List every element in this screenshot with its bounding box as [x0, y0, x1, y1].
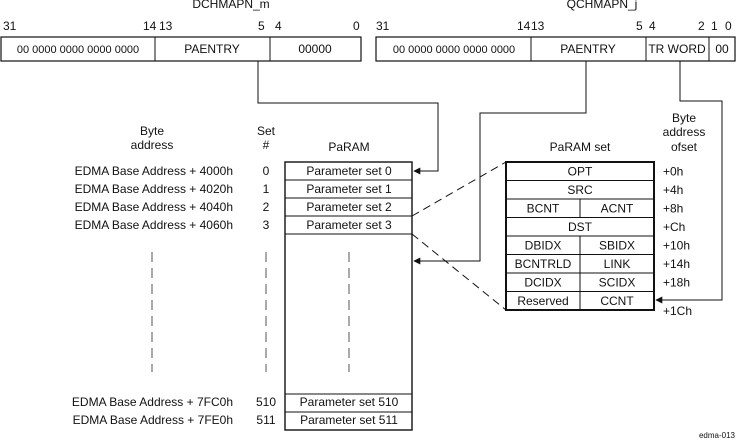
figure-id: edma-013	[698, 431, 735, 440]
set-number-header: #	[262, 138, 270, 152]
qchmap-bit: 31	[376, 19, 390, 33]
set-number-header: Set	[256, 124, 276, 138]
byte-address-header: address	[130, 138, 174, 152]
offset-value: +14h	[663, 257, 691, 271]
dchmap-paentry-arrow	[258, 61, 438, 171]
param-set-row: Parameter set 511	[300, 413, 398, 427]
offset-value: +0h	[663, 164, 684, 179]
param-field-ccnt: CCNT	[600, 294, 634, 308]
offset-value: +1Ch	[663, 304, 693, 318]
column-headers	[131, 111, 706, 154]
row-address: EDMA Base Address + 7FE0h	[72, 413, 233, 427]
qchmap-bit-numbers	[376, 19, 732, 33]
param-field-bcntrld: BCNTRLD	[514, 257, 572, 271]
qchmap-bit: 5	[636, 19, 643, 33]
param-set-row: Parameter set 1	[306, 182, 392, 196]
row-set-number: 1	[262, 182, 270, 196]
qchmap-field-zero: 00	[715, 42, 729, 56]
param-set-row: Parameter set 510	[299, 395, 399, 409]
param-field-reserved: Reserved	[517, 294, 569, 308]
qchmap-field-paentry: PAENTRY	[560, 42, 616, 56]
dchmap-field-zero: 00000	[298, 42, 332, 56]
param-set-row: Parameter set 2	[306, 200, 392, 214]
param-field-bcnt: BCNT	[526, 201, 560, 216]
param-set-row: Parameter set 3	[306, 218, 392, 232]
byte-address-header: Byte	[139, 124, 165, 138]
row-set-number: 511	[256, 413, 276, 427]
qchmap-bit: 0	[725, 19, 732, 33]
row-set-number: 2	[262, 200, 270, 214]
param-field-dbidx: DBIDX	[524, 238, 562, 253]
dchmap-title: DCHMAPN_m	[192, 0, 270, 11]
dchmap-bit: 5	[258, 19, 265, 33]
qchmap-bit: 14	[517, 19, 531, 33]
row-address: EDMA Base Address + 4000h	[74, 164, 233, 178]
param-field-src: SRC	[567, 183, 593, 197]
row-set-number: 510	[255, 395, 277, 409]
dchmap-register	[1, 37, 361, 61]
param-field-opt: OPT	[567, 164, 593, 179]
qchmap-bit: 4	[649, 19, 656, 33]
qchmap-field-trword: TR WORD	[648, 42, 706, 56]
dchmap-bit: 31	[3, 19, 17, 33]
offset-value: +18h	[663, 275, 691, 290]
dchmap-bit: 0	[353, 19, 360, 33]
offset-header: Byte	[671, 111, 697, 125]
row-address: EDMA Base Address + 7FC0h	[71, 395, 233, 409]
offset-value: +4h	[663, 183, 684, 197]
dchmap-bit: 4	[275, 19, 282, 33]
param-field-sbidx: SBIDX	[598, 238, 636, 253]
param-field-dcidx: DCIDX	[524, 275, 562, 290]
param-field-acnt: ACNT	[600, 201, 634, 216]
row-address: EDMA Base Address + 4020h	[74, 182, 233, 196]
offset-value: +8h	[663, 201, 684, 216]
param-set-row: Parameter set 0	[306, 164, 392, 178]
address-rows	[72, 164, 276, 427]
dchmap-bit-numbers	[3, 19, 360, 33]
param-set-header: PaRAM set	[549, 140, 611, 154]
param-field-dst: DST	[568, 220, 592, 234]
param-field-link: LINK	[603, 257, 631, 271]
row-set-number: 3	[262, 218, 270, 232]
dchmap-bit: 14	[143, 19, 157, 33]
param-header: PaRAM	[328, 140, 370, 154]
row-address: EDMA Base Address + 4040h	[74, 200, 233, 214]
qchmap-title: QCHMAPN_j	[566, 0, 638, 11]
dchmap-field-reserved: 00 0000 0000 0000 0000	[16, 44, 140, 56]
param-set-detail	[506, 162, 654, 310]
offset-value: +Ch	[663, 220, 686, 234]
offset-header: ofset	[670, 140, 698, 154]
qchmap-bit: 2	[698, 19, 705, 33]
param-memory	[285, 162, 412, 430]
qchmap-field-reserved: 00 0000 0000 0000 0000	[392, 44, 516, 56]
dchmap-field-paentry: PAENTRY	[184, 42, 240, 56]
qchmap-register	[376, 37, 735, 61]
row-set-number: 0	[262, 164, 270, 178]
param-field-scidx: SCIDX	[598, 275, 636, 290]
offset-value: +10h	[663, 238, 691, 253]
dchmap-bit: 13	[159, 19, 173, 33]
row-address: EDMA Base Address + 4060h	[74, 218, 233, 232]
offset-header: address	[662, 125, 706, 139]
offset-column	[663, 165, 692, 319]
qchmap-bit: 1	[711, 19, 718, 33]
zoom-lines	[412, 162, 506, 310]
qchmap-bit: 13	[531, 19, 545, 33]
